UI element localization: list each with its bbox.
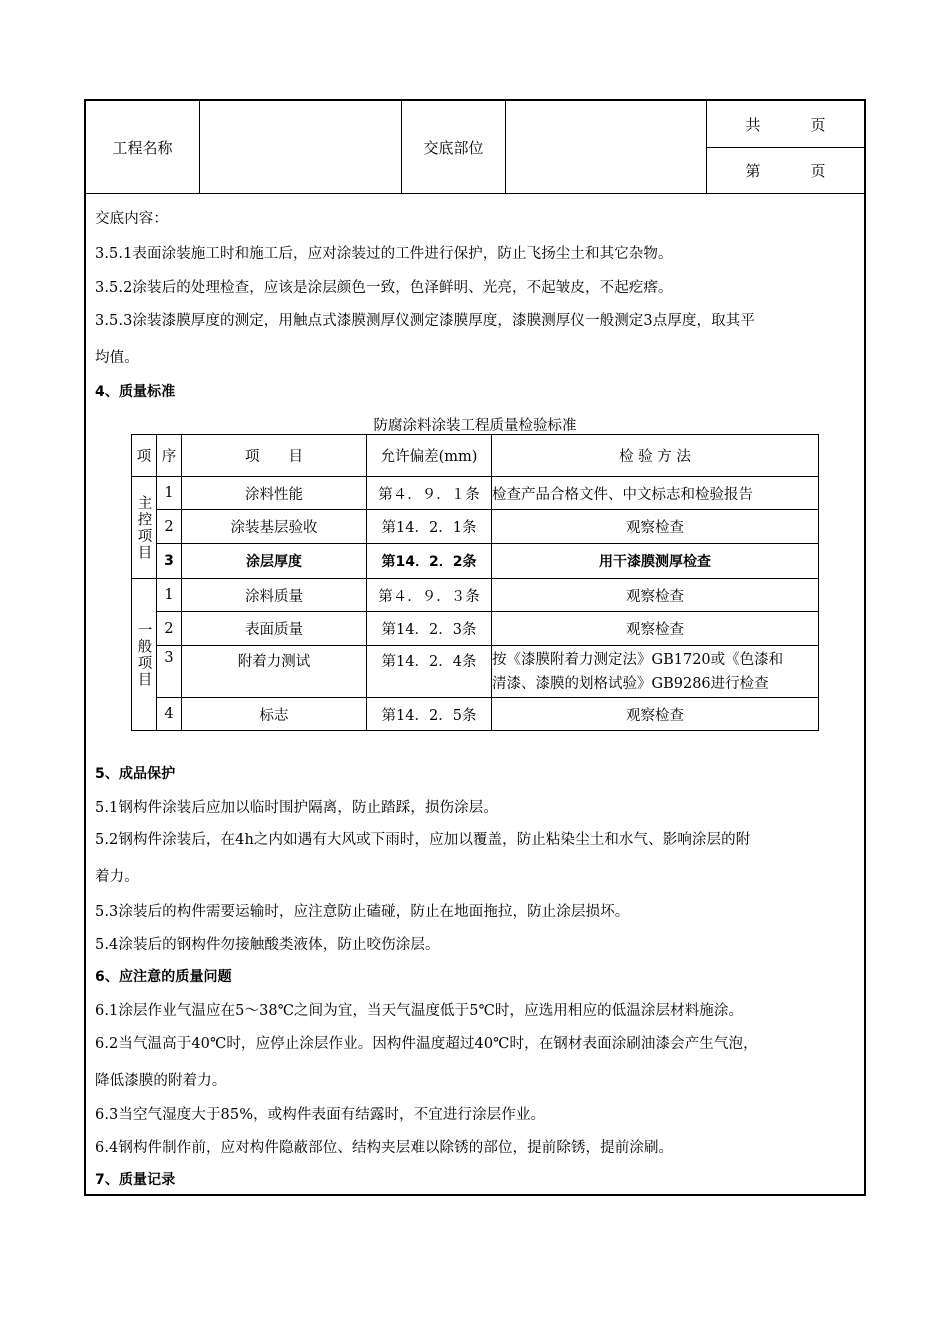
para-3-5-3-cont: 均值。 bbox=[95, 350, 139, 366]
para-5-3: 5.3涂装后的构件需要运输时，应注意防止磕碰，防止在地面拖拉，防止涂层损坏。 bbox=[95, 904, 630, 920]
para-6-2-cont: 降低漆膜的附着力。 bbox=[95, 1073, 227, 1089]
para-6-1: 6.1涂层作业气温应在5～38℃之间为宜，当天气温度低于5℃时，应选用相应的低温涂层材料施涂。 bbox=[95, 1003, 744, 1019]
row-method bbox=[492, 646, 819, 698]
table-row bbox=[132, 646, 819, 698]
row-deviation: 第４．９．３条 bbox=[367, 579, 492, 612]
row-item: 表面质量 bbox=[182, 612, 367, 646]
row-no: 2 bbox=[157, 612, 182, 646]
row-method: 用干漆膜测厚检查 bbox=[492, 544, 819, 579]
row-item: 标志 bbox=[182, 698, 367, 731]
row-deviation: 第４．９．１条 bbox=[367, 477, 492, 510]
para-3-5-3: 3.5.3涂装漆膜厚度的测定，用触点式漆膜测厚仪测定漆膜厚度，漆膜测厚仪一般测定3点厚度，取其平 bbox=[95, 313, 755, 329]
table-caption-rest: 质量检验标准 bbox=[489, 418, 577, 434]
table-header-row bbox=[132, 435, 819, 477]
section-4-title: 4、质量标准 bbox=[95, 384, 176, 400]
row-method-line2: 清漆、漆膜的划格试验》GB9286进行检查 bbox=[492, 675, 769, 692]
row-method: 观察检查 bbox=[492, 698, 819, 731]
row-no: 3 bbox=[157, 544, 182, 579]
row-no: 1 bbox=[157, 477, 182, 510]
row-no: 4 bbox=[157, 698, 182, 731]
col-header-item: 项 目 bbox=[182, 435, 367, 477]
row-method: 检查产品合格文件、中文标志和检验报告 bbox=[492, 477, 819, 510]
table-row bbox=[132, 544, 819, 579]
total-pages-suffix: 页 bbox=[810, 115, 826, 134]
table-row bbox=[132, 510, 819, 544]
row-method: 观察检查 bbox=[492, 612, 819, 646]
row-item: 涂料质量 bbox=[182, 579, 367, 612]
table-row bbox=[132, 579, 819, 612]
project-name-value bbox=[200, 101, 402, 193]
row-item: 涂装基层验收 bbox=[182, 510, 367, 544]
para-5-2-cont: 着力。 bbox=[95, 869, 139, 885]
table-row bbox=[132, 477, 819, 510]
total-pages-cell bbox=[707, 101, 864, 148]
col-header-category: 项 bbox=[132, 435, 157, 477]
location-value bbox=[506, 101, 707, 193]
row-item: 附着力测试 bbox=[182, 646, 367, 698]
row-method: 观察检查 bbox=[492, 579, 819, 612]
page-number-cell bbox=[707, 147, 864, 193]
row-method-line1: 按《漆膜附着力测定法》GB1720或《色漆和 bbox=[492, 651, 784, 668]
col-header-no: 序 bbox=[157, 435, 182, 477]
section-7-title: 7、质量记录 bbox=[95, 1172, 176, 1188]
table-row bbox=[132, 612, 819, 646]
para-6-2: 6.2当气温高于40℃时，应停止涂层作业。因构件温度超过40℃时，在钢材表面涂刷油漆会产生气泡， bbox=[95, 1036, 758, 1052]
para-3-5-1: 3.5.1表面涂装施工时和施工后，应对涂装过的工件进行保护，防止飞扬尘土和其它杂物。 bbox=[95, 246, 673, 262]
section-5-title: 5、成品保护 bbox=[95, 766, 176, 782]
row-deviation: 第14．2．4条 bbox=[367, 646, 492, 698]
para-3-5-2: 3.5.2涂装后的处理检查，应该是涂层颜色一致，色泽鲜明、光亮，不起皱皮，不起疙瘩。 bbox=[95, 280, 673, 296]
para-5-2: 5.2钢构件涂装后，在4h之内如遇有大风或下雨时，应加以覆盖，防止粘染尘土和水气、影响涂层的附 bbox=[95, 832, 751, 848]
group-general: 一般项目 bbox=[132, 579, 157, 731]
project-name-label: 工程名称 bbox=[86, 101, 200, 193]
page-number-prefix: 第 bbox=[745, 161, 761, 180]
row-deviation: 第14．2．1条 bbox=[367, 510, 492, 544]
row-deviation: 第14．2．2条 bbox=[367, 544, 492, 579]
para-6-3: 6.3当空气湿度大于85%，或构件表面有结露时，不宜进行涂层作业。 bbox=[95, 1107, 546, 1123]
group-main-control: 主控项目 bbox=[132, 477, 157, 579]
location-label: 交底部位 bbox=[402, 101, 506, 193]
row-method: 观察检查 bbox=[492, 510, 819, 544]
row-no: 1 bbox=[157, 579, 182, 612]
total-pages-prefix: 共 bbox=[745, 115, 761, 134]
row-no: 2 bbox=[157, 510, 182, 544]
quality-standard-table bbox=[131, 434, 819, 731]
table-row bbox=[132, 698, 819, 731]
col-header-deviation: 允许偏差(mm) bbox=[367, 435, 492, 477]
content-label: 交底内容： bbox=[95, 211, 168, 227]
para-6-4: 6.4钢构件制作前，应对构件隐蔽部位、结构夹层难以除锈的部位，提前除锈，提前涂刷。 bbox=[95, 1140, 674, 1156]
para-5-4: 5.4涂装后的钢构件勿接触酸类液体，防止咬伤涂层。 bbox=[95, 937, 440, 953]
row-no: 3 bbox=[157, 646, 182, 698]
para-5-1: 5.1钢构件涂装后应加以临时围护隔离，防止踏踩，损伤涂层。 bbox=[95, 800, 498, 816]
row-item: 涂层厚度 bbox=[182, 544, 367, 579]
table-caption-bold: 防腐涂料涂装工程 bbox=[373, 418, 490, 434]
disclosure-sheet bbox=[84, 99, 866, 1196]
section-6-title: 6、应注意的质量问题 bbox=[95, 969, 232, 985]
row-deviation: 第14．2．5条 bbox=[367, 698, 492, 731]
header-table bbox=[86, 101, 864, 194]
row-deviation: 第14．2．3条 bbox=[367, 612, 492, 646]
table-caption bbox=[86, 414, 864, 435]
row-item: 涂料性能 bbox=[182, 477, 367, 510]
page-number-suffix: 页 bbox=[810, 161, 826, 180]
col-header-method: 检 验 方 法 bbox=[492, 435, 819, 477]
